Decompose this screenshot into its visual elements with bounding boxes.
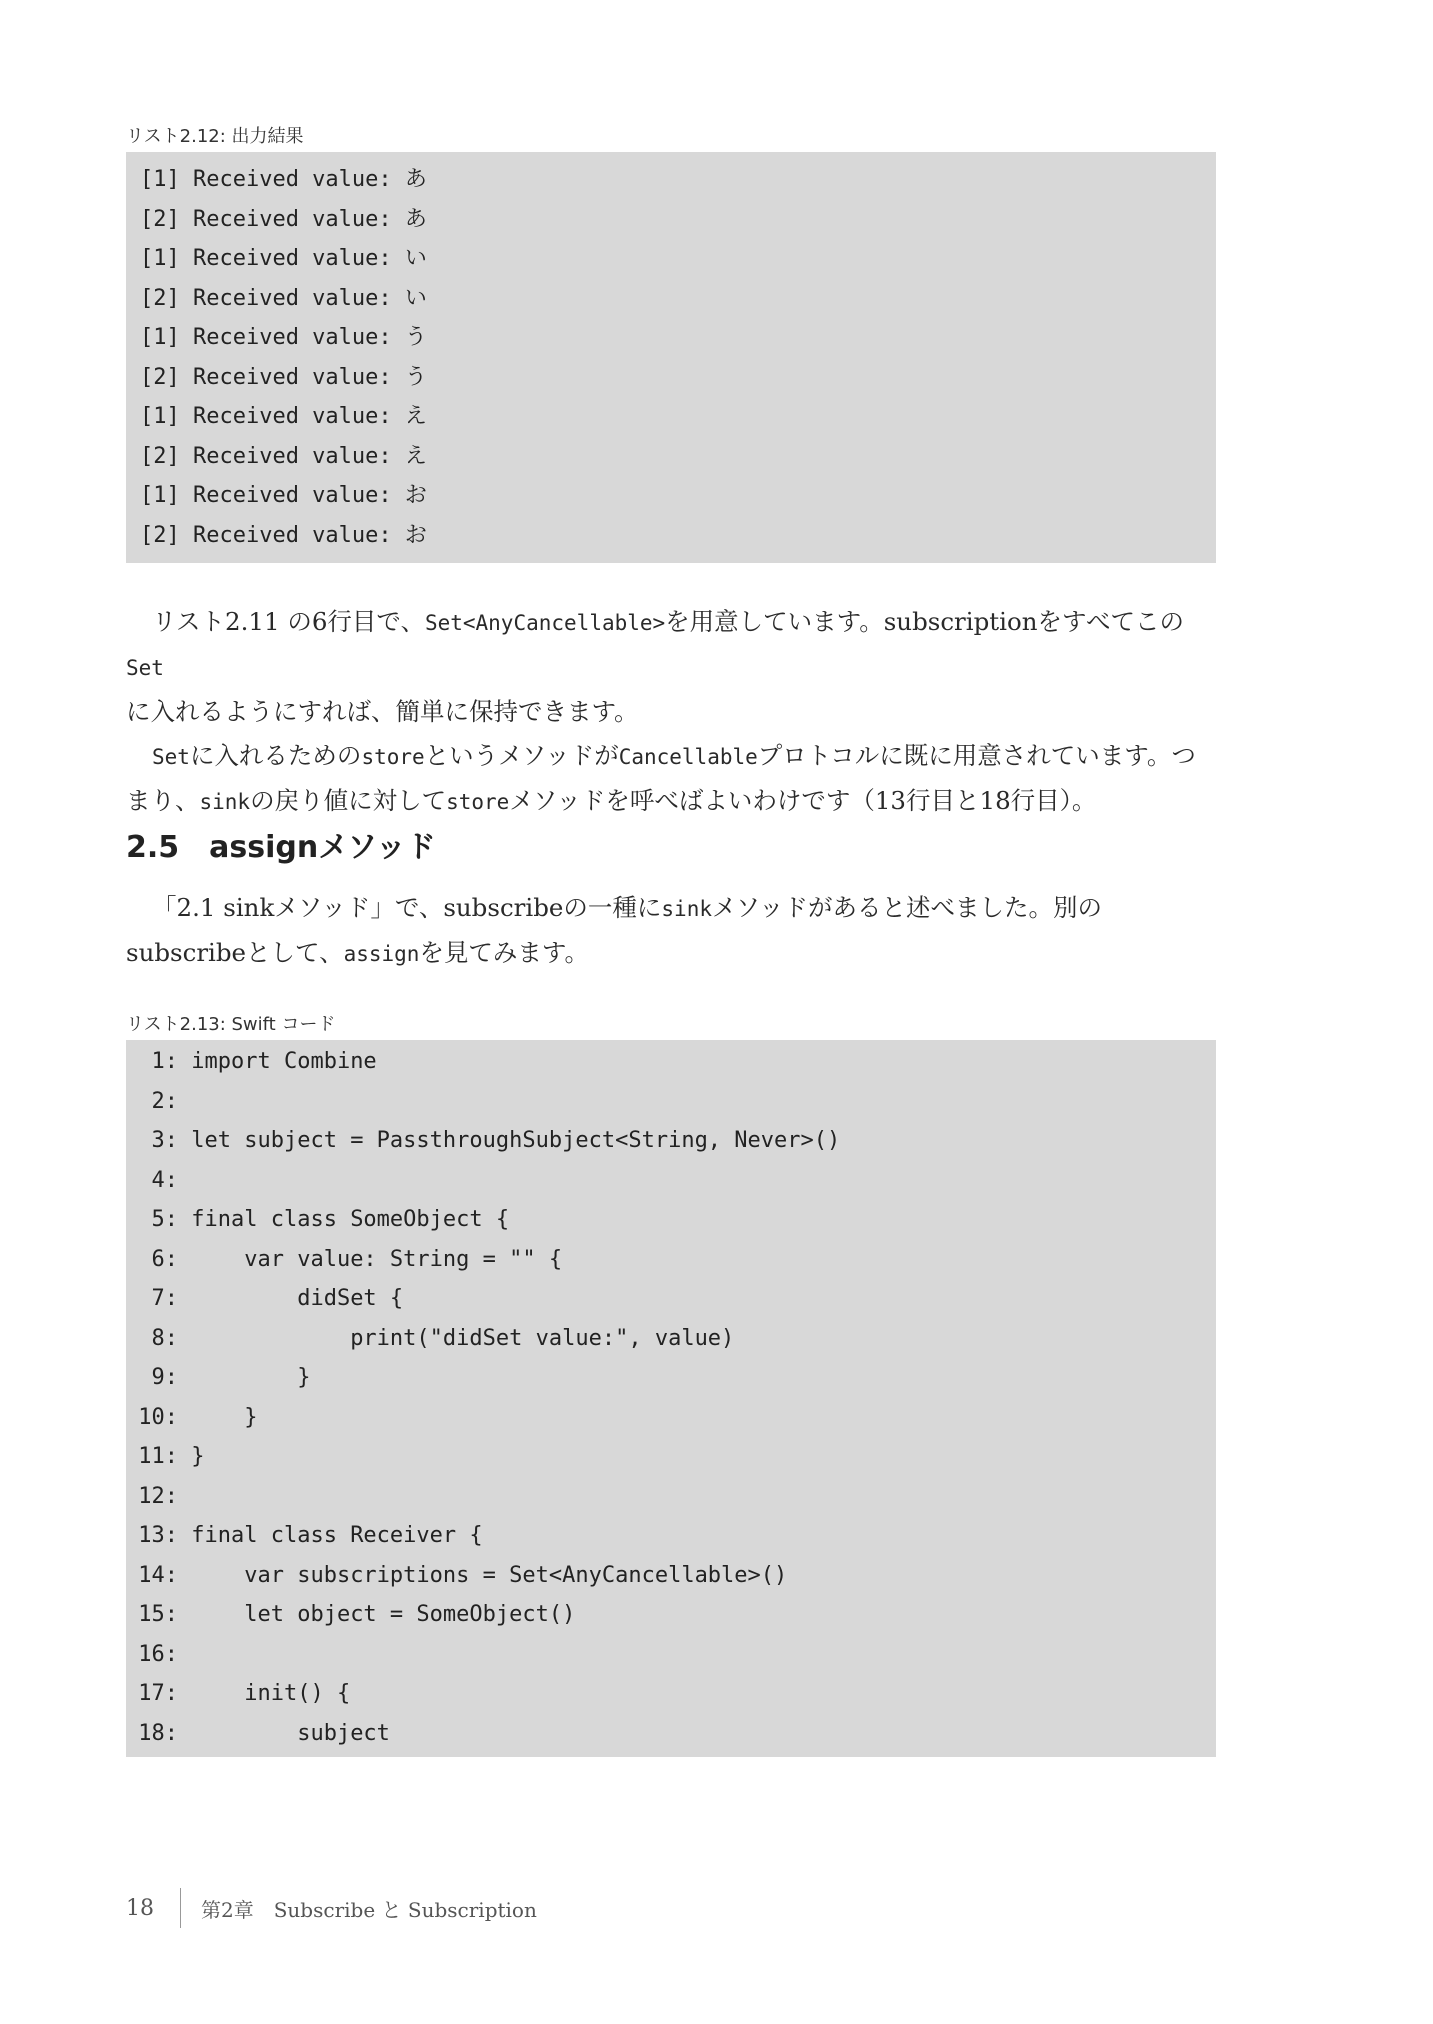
chapter-title: 第2章 Subscribe と Subscription [201, 1897, 537, 1922]
line-number: 14: [138, 1562, 178, 1588]
code-line [126, 1319, 1216, 1359]
code-line [126, 1516, 1216, 1556]
para2-text-e: メソッドを呼べばよいわけです（13行目と18行目）。 [509, 786, 1097, 815]
para1-code-set-any: Set<AnyCancellable> [424, 611, 666, 635]
page-number: 18 [126, 1895, 154, 1921]
output-line: [1] Received value: え [140, 404, 427, 429]
code-line [126, 1121, 1216, 1161]
para2-code-sink: sink [199, 790, 251, 814]
code-line [126, 1556, 1216, 1596]
code-line [126, 1477, 1216, 1517]
line-number: 6: [151, 1246, 178, 1272]
line-code: import Combine [191, 1049, 377, 1074]
output-line: [2] Received value: う [140, 364, 427, 390]
line-code: let subject = PassthroughSubject<String, Never>() [191, 1128, 841, 1153]
code-line [126, 1358, 1216, 1398]
line-code: init() { [191, 1681, 351, 1706]
listing-caption-swift: リスト2.13: Swift コード [126, 1014, 336, 1035]
output-line: [1] Received value: あ [140, 167, 427, 192]
line-code: var value: String = "" { [191, 1246, 563, 1272]
code-line [126, 1082, 1216, 1122]
line-code: didSet { [191, 1286, 404, 1311]
para3-text-b: メソッドがあると述べました。別のsubscribeとして、 [126, 893, 1103, 967]
code-line [126, 1437, 1216, 1477]
para2-code-cancellable: Cancellable [618, 745, 758, 769]
line-code: subject [191, 1720, 390, 1746]
line-number: 10: [138, 1404, 178, 1430]
line-number: 2: [151, 1088, 178, 1114]
line-number: 5: [151, 1207, 178, 1232]
para2-text-b: というメソッドが [424, 741, 619, 770]
line-number: 3: [151, 1128, 178, 1153]
code-line [126, 1714, 1216, 1754]
para1-text-b: を用意しています。subscriptionをすべてこの [665, 607, 1184, 636]
section-number: 2.5 [126, 830, 180, 865]
output-line: [1] Received value: お [140, 483, 427, 508]
code-line [126, 1240, 1216, 1280]
swift-code-block [126, 1040, 1216, 1757]
line-number: 16: [138, 1641, 178, 1667]
line-code: print("didSet value:", value) [191, 1325, 735, 1351]
line-number: 8: [151, 1325, 178, 1351]
para2-code-store: store [361, 745, 425, 769]
section-heading [126, 822, 436, 866]
output-line: [2] Received value: い [140, 285, 427, 311]
output-line: [1] Received value: う [140, 325, 427, 350]
para2-code-store-2: store [446, 790, 510, 814]
footer-divider [180, 1888, 181, 1928]
line-code: final class SomeObject { [191, 1207, 510, 1232]
para2-text-d: の戻り値に対して [250, 786, 447, 815]
page-footer [126, 1888, 537, 1928]
line-number: 11: [138, 1444, 178, 1469]
code-line [126, 1595, 1216, 1635]
para3-text-c: を見てみます。 [419, 938, 589, 967]
code-line [126, 1279, 1216, 1319]
para1-text-c: に入れるようにすれば、簡単に保持できます。 [126, 697, 639, 726]
line-code: } [191, 1404, 258, 1430]
para2-text-c: プロトコルに既に用意されています。つまり、 [126, 741, 1196, 815]
line-number: 18: [138, 1720, 178, 1746]
line-code: let object = SomeObject() [191, 1602, 576, 1627]
line-code: var subscriptions = Set<AnyCancellable>() [191, 1562, 788, 1588]
para3-code-sink: sink [661, 897, 712, 921]
listing-caption-output: リスト2.12: 出力結果 [126, 126, 304, 147]
code-line [126, 1635, 1216, 1675]
line-number: 4: [151, 1167, 178, 1193]
code-line [126, 1200, 1216, 1240]
code-line [126, 1161, 1216, 1201]
output-code-block [126, 152, 1216, 563]
output-line: [1] Received value: い [140, 246, 427, 271]
code-line [126, 1042, 1216, 1082]
line-number: 9: [151, 1365, 178, 1390]
line-number: 17: [138, 1681, 178, 1706]
line-code: final class Receiver { [191, 1523, 483, 1548]
line-number: 12: [138, 1483, 178, 1509]
para2-text-a: に入れるための [189, 741, 362, 770]
code-line [126, 1674, 1216, 1714]
line-number: 1: [151, 1049, 178, 1074]
paragraph-3 [126, 886, 1216, 976]
section-title: assignメソッド [209, 830, 436, 865]
line-code: } [191, 1365, 311, 1390]
output-line: [2] Received value: え [140, 443, 427, 469]
line-number: 13: [138, 1523, 178, 1548]
para2-code-set: Set [152, 745, 190, 769]
line-number: 7: [151, 1286, 178, 1311]
code-line [126, 1398, 1216, 1438]
line-code: } [191, 1444, 205, 1469]
output-line: [2] Received value: お [140, 522, 427, 548]
line-number: 15: [138, 1602, 178, 1627]
para3-text-a: 「2.1 sinkメソッド」で、subscribeの一種に [152, 893, 662, 922]
para1-text-a: リスト2.11 の6行目で、 [152, 607, 425, 636]
para1-code-set: Set [126, 656, 164, 680]
para3-code-assign: assign [343, 942, 420, 966]
output-line: [2] Received value: あ [140, 206, 427, 232]
paragraph-1 [126, 600, 1216, 824]
